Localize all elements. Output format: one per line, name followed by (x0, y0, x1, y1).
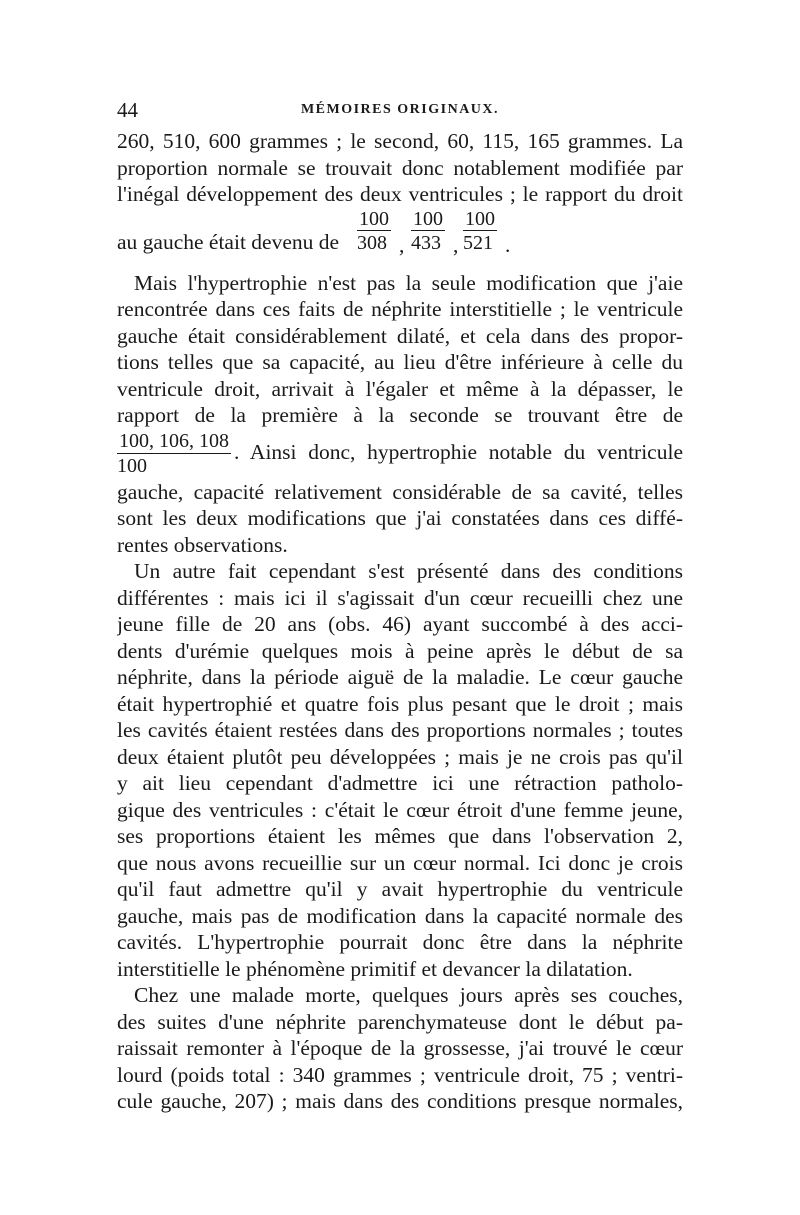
fraction-numerator: 100 (359, 207, 389, 230)
text-line: Mais l'hypertrophie n'est pas la seule modification que j'aie (134, 270, 683, 295)
text-line: rentes observations. (117, 532, 288, 557)
paragraph-4 (117, 982, 683, 1115)
text-line: les cavités étaient restées dans des proportions normales ; toutes (117, 718, 683, 742)
fraction-denominator: 308 (357, 231, 387, 254)
text-line: Chez une malade morte, quelques jours après ses couches, (134, 983, 683, 1007)
ratio-formula-line (117, 208, 683, 270)
fraction-numerator: 100 (465, 207, 495, 230)
paragraph-2 (117, 270, 683, 559)
text-line: lourd (poids total : 340 grammes ; ventricule droit, 75 ; ventri- (117, 1062, 683, 1087)
text-line: deux étaient plutôt peu développées ; mais je ne crois pas qu'il (117, 744, 683, 769)
text-line: différentes : mais ici il s'agissait d'un cœur recueilli chez une (117, 585, 683, 610)
fraction-denominator: 521 (463, 231, 493, 254)
text-line: gique des ventricules : c'était le cœur étroit d'une femme jeune, (117, 797, 683, 822)
text-line: gauche, mais pas de modification dans la capacité normale des (117, 903, 683, 928)
fraction-denominator: 100 (117, 454, 147, 477)
text-line: rapport de la première à la seconde se trouvant être de (117, 403, 683, 427)
fraction (411, 208, 445, 255)
text-line: dents d'urémie quelques mois à peine après le début de sa (117, 638, 683, 663)
text-line: cavités. L'hypertrophie pourrait donc être dans la néphrite (117, 930, 683, 954)
text-line: sont les deux modifications que j'ai constatées dans ces diffé- (117, 506, 683, 530)
fraction-separator: , (399, 232, 405, 257)
text-line: ventricule droit, arrivait à l'égaler et même à la dépasser, le (117, 376, 683, 401)
fraction (117, 429, 231, 478)
text-line: Un autre fait cependant s'est présenté dans des conditions (134, 559, 683, 583)
fraction-numerator: 100 (413, 207, 443, 230)
page-header (117, 98, 683, 128)
text-line: gauche, capacité relativement considérable de sa cavité, telles (117, 479, 683, 504)
text-line: raissait remonter à l'époque de la grossesse, j'ai trouvé le cœur (117, 1036, 683, 1060)
fraction-denominator: 433 (411, 231, 441, 254)
text-line: était hypertrophié et quatre fois plus pesant que le droit ; mais (117, 691, 683, 716)
fraction-numerator: 100, 106, 108 (119, 429, 229, 452)
text-line: des suites d'une néphrite parenchymateuse dont le début pa- (117, 1009, 683, 1034)
text-line: qu'il faut admettre qu'il y avait hypertrophie du ventricule (117, 877, 683, 901)
fraction-separator: , (453, 232, 459, 257)
text-line: interstitielle le phénomène primitif et devancer la dilatation. (117, 956, 633, 981)
text-line: gauche était considérablement dilaté, et cela dans des propor- (117, 323, 683, 348)
text-line: rencontrée dans ces faits de néphrite interstitielle ; le ventricule (117, 297, 683, 321)
ratio-formula-line (117, 429, 683, 479)
body-text (117, 128, 683, 1115)
fraction (463, 208, 497, 255)
text-line: que nous avons recueillie sur un cœur normal. Ici donc je crois (117, 850, 683, 875)
paragraph-1 (117, 128, 683, 270)
text-line: néphrite, dans la période aiguë de la maladie. Le cœur gauche (117, 665, 683, 689)
formula-rest-text: . Ainsi donc, hypertrophie notable du ventricule (234, 439, 683, 464)
fraction-terminator: . (505, 232, 511, 257)
fraction (357, 208, 391, 255)
text-line: tions telles que sa capacité, au lieu d'être inférieure à celle du (117, 350, 683, 374)
text-line: cule gauche, 207) ; mais dans des conditions presque normales, (117, 1089, 683, 1113)
text-line: ses proportions étaient les mêmes que dans l'observation 2, (117, 824, 683, 848)
text-line: y ait lieu cependant d'admettre ici une rétraction patholo- (117, 771, 683, 795)
text-line: proportion normale se trouvait donc notablement modifiée par (117, 155, 683, 180)
running-head: MÉMOIRES ORIGINAUX. (300, 102, 500, 117)
paragraph-3 (117, 558, 683, 982)
text-line: 260, 510, 600 grammes ; le second, 60, 115, 165 grammes. La (117, 129, 683, 153)
page-number: 44 (117, 98, 138, 122)
text-line: jeune fille de 20 ans (obs. 46) ayant succombé à des acci- (117, 612, 683, 636)
formula-lead-text: au gauche était devenu de (117, 229, 340, 254)
text-line: l'inégal développement des deux ventricules ; le rapport du droit (117, 182, 683, 206)
